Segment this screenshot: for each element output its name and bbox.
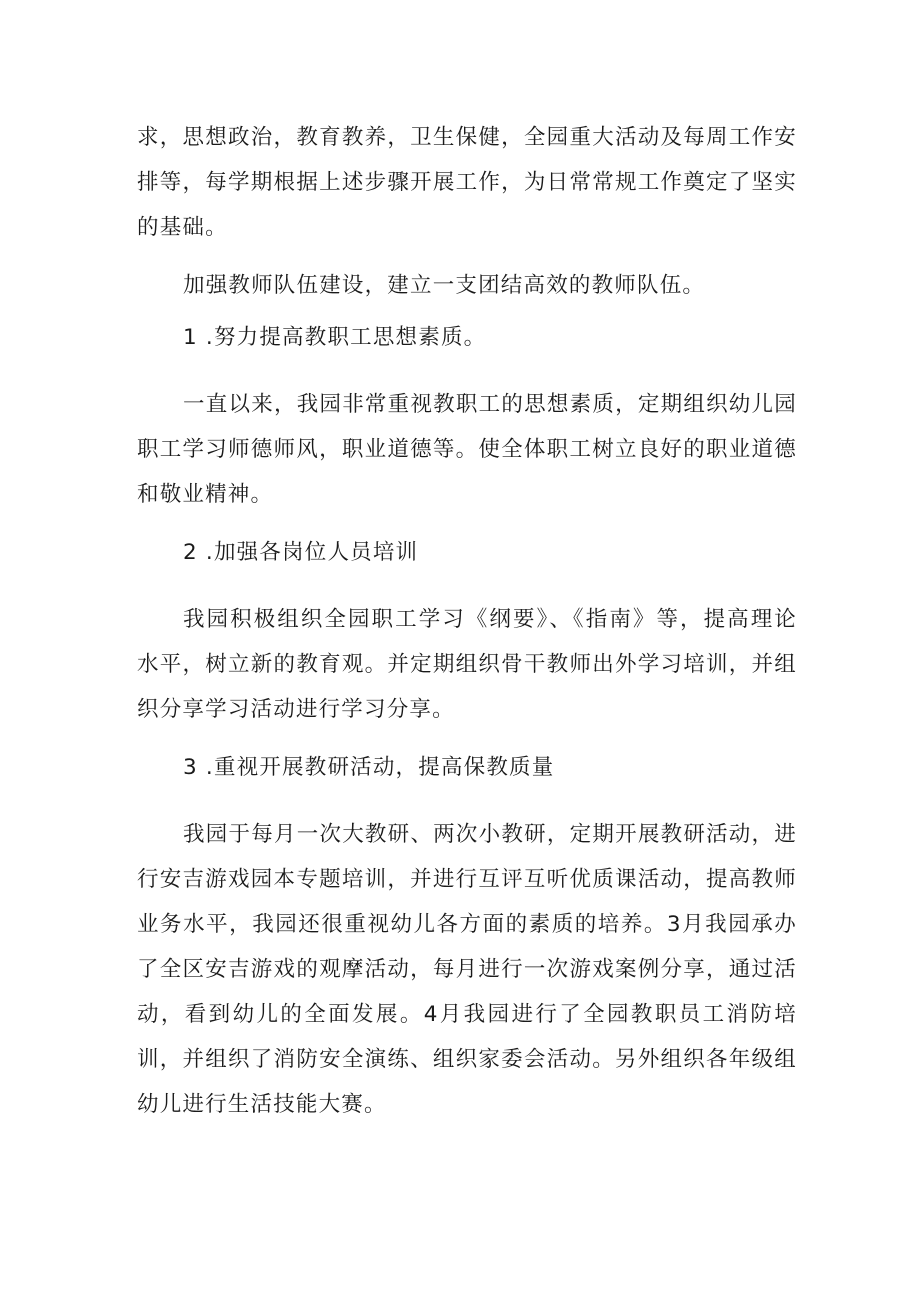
- heading-item-1: 1 .努力提高教职工思想素质。: [183, 325, 487, 350]
- paragraph-staff-training: 我园积极组织全园职工学习《纲要》、《指南》等，提高理论水平，树立新的教育观。并定期组织骨干教师出外学习培训，并组织分享学习活动进行学习分享。: [137, 607, 797, 722]
- paragraph-work-arrangement: 求，思想政治，教育教养，卫生保健，全园重大活动及每周工作安排等，每学期根据上述步骤开展工作，为日常常规工作奠定了坚实的基础。: [137, 125, 797, 240]
- heading-item-2: 2 .加强各岗位人员培训: [183, 540, 419, 565]
- paragraph-teacher-team: 加强教师队伍建设，建立一支团结高效的教师队伍。: [183, 273, 706, 298]
- paragraph-ideological-quality: 一直以来，我园非常重视教职工的思想素质，定期组织幼儿园职工学习师德师风，职业道德等。使全体职工树立良好的职业道德和敬业精神。: [137, 392, 797, 507]
- heading-item-3: 3 .重视开展教研活动，提高保教质量: [183, 755, 555, 780]
- paragraph-teaching-research: 我园于每月一次大教研、两次小教研，定期开展教研活动，进行安吉游戏园本专题培训，并进行互评互听优质课活动，提高教师业务水平，我园还很重视幼儿各方面的素质的培养。3月我园承办了全区安吉游戏的观摩活动，每月进行一次游戏案例分享，通过活动，看到幼儿的全面发展。4月我园进行了全园教职员工消防培训，并组织了消防安全演练、组织家委会活动。另外组织各年级组幼儿进行生活技能大赛。: [137, 822, 797, 1117]
